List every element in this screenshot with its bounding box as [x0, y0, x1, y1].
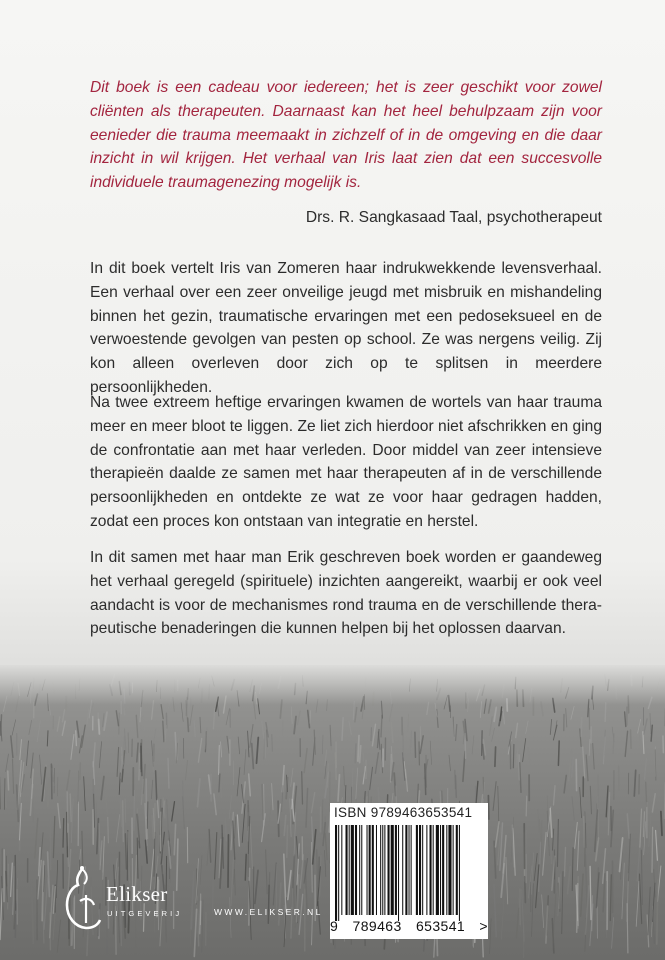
barcode-digit-group-2: 653541 — [415, 918, 466, 934]
publisher-logo — [58, 865, 198, 935]
blurb-paragraph-1: In dit boek vertelt Iris van Zomeren haar indrukwekkende levensverhaal. Een verhaal over een zeer onveilige jeugd met misbruik en mishandeling binnen het gezin, traumatische ervaringen met een pedoseksueel en de verwoestende gevolgen van pesten op school. Ze was nergens veilig. Zij kon alleen overleven door zich op te splitsen in meerdere persoonlijkheden. — [90, 260, 602, 396]
endorsement-quote: Dit boek is een cadeau voor iedereen; het is zeer geschikt voor zowel cliënten als therapeuten. Daarnaast kan het heel behulpzaam zijn voor eenieder die trauma meemaakt in zichzelf of in de omgeving en die daar inzicht in wil krijgen. Het verhaal van Iris laat zien dat een succesvolle individuele traumagenezing mogelijk is. — [90, 79, 602, 192]
publisher-website[interactable]: WWW.ELIKSER.NL — [214, 907, 323, 917]
elikser-emblem-icon — [58, 865, 104, 935]
quote-attribution: Drs. R. Sangkasaad Taal, psychotherapeut — [305, 209, 602, 226]
barcode-digits — [330, 918, 488, 934]
barcode-digit-group-1: 789463 — [352, 918, 402, 934]
publisher-subtitle: UITGEVERIJ — [107, 909, 183, 918]
blurb-paragraph-2: Na twee extreem heftige ervaringen kwamen de wortels van haar trauma meer en meer bloot te liggen. Ze liet zich hierdoor niet afschrikken en ging de confrontatie aan met haar verleden. Door middel van zeer intensieve therapieën daalde ze samen met haar therapeuten af in de verschillende persoonlijkheden en ontdekte ze wat ze voor haar gedragen hadden, zodat een proces kon ontstaan van integratie en herstel. — [90, 394, 602, 530]
barcode-digit-prefix: 9 — [330, 918, 339, 934]
barcode-quiet-zone-mark: > — [479, 918, 488, 934]
blurb-paragraph-3: In dit samen met haar man Erik geschreven boek worden er gaandeweg het verhaal geregeld (spirituele) inzichten aangereikt, waarbij er ook veel aandacht is voor de mechanismes rond trauma en de verschillende therapeutische benaderingen die kunnen helpen bij het oplossen daarvan. — [90, 549, 602, 638]
barcode-bars — [334, 825, 484, 921]
publisher-name: Elikser — [106, 882, 168, 906]
isbn-barcode — [330, 803, 488, 939]
isbn-label: ISBN 9789463653541 — [334, 805, 473, 820]
